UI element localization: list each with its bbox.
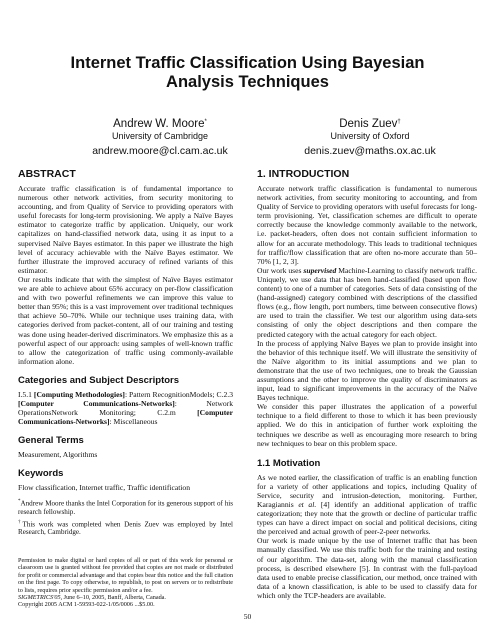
general-terms-heading: General Terms [18,435,84,447]
right-column [257,168,477,600]
author-affiliation: University of Oxford [330,131,410,141]
paper-title: Internet Traffic Classification Using Bayesian Analysis Techniques [70,54,425,91]
author-name: Andrew W. Moore [113,118,205,130]
introduction-heading: 1. INTRODUCTION [257,168,350,180]
footnote: *Andrew Moore thanks the Intel Corporation for its generous support of his research fellowship. [18,499,233,517]
motivation-heading: 1.1 Motivation [257,457,321,469]
author-block-zuev [280,118,460,158]
intro-paragraph: Our work uses supervised Machine-Learning to classify network traffic. Uniquely, we use data that has been hand-classified (based upon flow content) to one of a number of categories. Sets of data consisting of the (hand-assigned) category combined with descriptions of the classified flows (e.g., flow length, port numbers, time between consecutive flows) are used to train the classifier. We test our algorithm using data-sets consisting of only the object descriptions and then compare the predicted category with the actual category for each object. [257,265,477,339]
author-email: denis.zuev@maths.ox.ac.uk [304,145,436,157]
categories-text: I.5.1 [Computing Methodologies]: Pattern RecognitionModels; C.2.3 [Computer Communications-Networks]: Network OperationsNetwork Monitoring; C.2.m [Computer Communications-Networks]: Miscellaneous [18,389,233,427]
author-name: Denis Zuev [339,118,398,130]
author-affiliation: University of Cambridge [111,131,209,141]
general-terms-text: Measurement, Algorithms [18,450,98,460]
author-email: andrew.moore@cl.cam.ac.uk [92,145,228,157]
intro-paragraph: In the process of applying Naïve Bayes we plan to provide insight into the behavior of this technique itself. We will illustrate the sensitivity of the Naïve algorithm to its initial assumptions and we plan to demonstrate that the use of two techniques, one to break the Gaussian assumptions and the other to improve the quality of discriminators as input, lead to significant improvements in the accuracy of the Naïve Bayes technique. [257,338,477,403]
footnote: †This work was completed when Denis Zuev was employed by Intel Research, Cambridge. [18,519,234,537]
abstract-heading: ABSTRACT [18,168,76,180]
permission-notice: Permission to make digital or hard copies of all or part of this work for personal or classroom use is granted without fee provided that copies are not made or distributed for profit or commercial advantage and that copies bear this notice and the full citation on the first page. To copy otherwise, to republish, to post on servers or to redistribute to lists, requires prior specific permission and/or a fee. SIGMETRICS'05, June 6–10, 2005, Banff, Alberta, Canada. Copyright 2005 ACM 1-59593-022-1/05/0006 ...$5.00. [18,557,233,609]
page-number: 50 [243,612,252,621]
abstract-paragraph: Accurate traffic classification is of fundamental importance to numerous other network activities, from security monitoring to accounting, and from Quality of Service to providing operators with useful forecasts for long-term provisioning. We apply a Naïve Bayes estimator to categorize traffic by application. Uniquely, our work capitalizes on hand-classified network data, using it as input to a supervised Naïve Bayes estimator. In this paper we illustrate the high level of accuracy achievable with the Naïve Bayes estimator. We further illustrate the improved accuracy of refined variants of this estimator. [18,184,233,275]
motivation-paragraph: Our work is made unique by the use of Internet traffic that has been manually classified. We use this traffic both for the training and testing of our algorithm. The data-set, along with the manual classification process, is described elsewhere [5]. In contrast with the full-payload data used to enable precise classification, our method, once trained with data of a known classification, is able to be used to classify data for which only the TCP-headers are available. [257,536,477,600]
keywords-heading: Keywords [18,468,64,480]
author-block-moore [60,118,260,158]
keywords-text: Flow classification, Internet traffic, Traffic identification [18,483,191,493]
intro-paragraph: Accurate network traffic classification is fundamental to numerous network activities, from security monitoring to accounting, and from Quality of Service to providing operators with useful forecasts for long-term provisioning. Yet, classification schemes are difficult to operate correctly because the knowledge commonly available to the network, i.e. packet-headers, often does not contain sufficient information to allow for an accurate methodology. This leads to traditional techniques for traffic/flow classification that are often no-more accurate than 50–70% [1, 2, 3]. [257,184,477,266]
author-mark: * [204,119,207,125]
left-column [18,168,233,537]
author-mark: † [397,119,401,125]
intro-paragraph: We consider this paper illustrates the application of a powerful technique to a field different to those to which it has been previously applied. We do this in anticipation of further work exploiting the techniques we describe as well as encouraging more research to bring new techniques to bear on this problem space. [257,402,477,448]
categories-heading: Categories and Subject Descriptors [18,374,180,386]
motivation-paragraph: As we noted earlier, the classification of traffic is an enabling function for a variety of other applications and topics, including Quality of Service, security and intrusion-detection, monitoring. Further, Karagiannis et al. [4] identify an additional application of traffic categorization; they note that the growth or decline of particular traffic types can have a direct impact on social and political decisions, citing the perceived and actual growth of peer-2-peer networks. [257,472,477,537]
abstract-paragraph: Our results indicate that with the simplest of Naïve Bayes estimator we are able to achieve about 65% accuracy on per-flow classification and with two powerful refinements we can improve this value to better than 95%; this is a vast improvement over traditional techniques that achieve 50–70%. While our technique uses training data, with categories derived from packet-content, all of our training and testing was done using header-derived discriminators. We emphasize this as a powerful aspect of our approach: using samples of well-known traffic to allow the categorization of traffic using commonly-available information alone. [18,274,233,366]
